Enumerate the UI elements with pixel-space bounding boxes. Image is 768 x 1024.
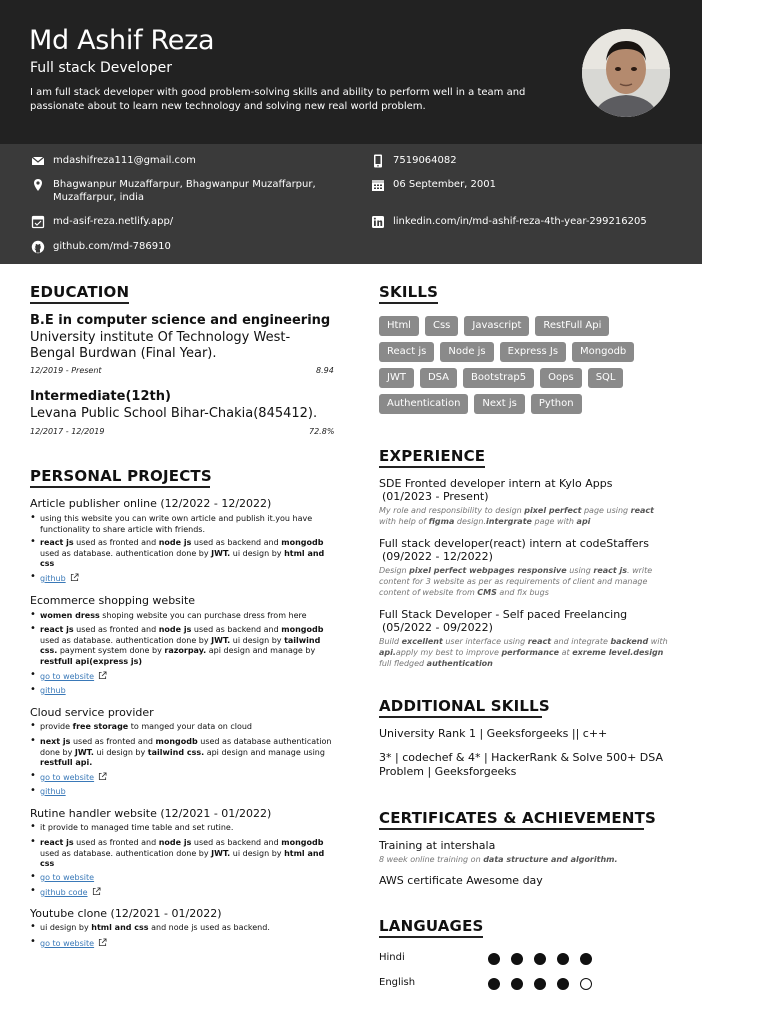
contact-phone[interactable]: 7519064082 — [371, 154, 457, 168]
skills-heading: SKILLS — [379, 283, 439, 301]
projects-underline — [30, 486, 210, 488]
website-link[interactable]: go to website — [40, 773, 95, 782]
additional-skills-underline — [379, 716, 542, 718]
experience-title: Full Stack Developer - Self paced Freelancing (05/2022 - 09/2022) — [379, 608, 628, 634]
skills-underline — [379, 302, 438, 304]
candidate-name: Md Ashif Reza — [29, 25, 215, 56]
education-score: 72.8% — [309, 427, 335, 436]
skill-chip: Bootstrap5 — [463, 368, 534, 388]
website-link[interactable]: go to website — [40, 939, 95, 948]
contact-dob: 06 September, 2001 — [371, 178, 496, 192]
project-link[interactable] — [30, 887, 340, 899]
website-link[interactable]: go to website — [40, 873, 95, 882]
project-bullet: • provide free storage to manged your data on cloud — [30, 722, 340, 733]
project-bullet: • react js used as fronted and node js used as backend and mongodb used as database. authentication done by JWT. ui design by html and css — [30, 538, 340, 570]
experience-underline — [379, 466, 485, 468]
education-dates: 12/2017 - 12/2019 — [30, 427, 105, 436]
project-link[interactable] — [30, 873, 340, 884]
skill-chip: Authentication — [379, 394, 468, 414]
certificates-heading: CERTIFICATES & ACHIEVEMENTS — [379, 809, 657, 827]
level-dot-filled — [557, 953, 569, 965]
external-link-icon — [98, 938, 107, 947]
project-link[interactable] — [30, 686, 340, 697]
project-title: Rutine handler website (12/2021 - 01/2022) — [30, 807, 272, 820]
skill-chip: React js — [379, 342, 434, 362]
website-icon — [31, 215, 45, 229]
project-title: Article publisher online (12/2022 - 12/2022) — [30, 497, 272, 510]
language-name: English — [379, 977, 416, 988]
project-bullet: • next js used as fronted and mongodb used as database authentication done by JWT. ui design by tailwind css. api design and manage using restfull api. — [30, 737, 340, 769]
project-link[interactable] — [30, 573, 340, 585]
profile-summary: I am full stack developer with good problem-solving skills and ability to perform well in a team and passionate about to learn new technology and solving new real world problem. — [30, 87, 526, 112]
certificates-underline — [379, 828, 644, 830]
education-degree: Intermediate(12th) — [30, 389, 171, 404]
project-link[interactable] — [30, 787, 340, 798]
project-title: Cloud service provider — [30, 706, 154, 719]
phone-icon — [371, 154, 385, 168]
github-code-link[interactable]: github code — [40, 888, 88, 897]
languages-underline — [379, 936, 483, 938]
contact-bar — [0, 144, 702, 264]
certificate-title: Training at intershala — [379, 839, 496, 852]
envelope-icon — [31, 154, 45, 168]
level-dot-filled — [488, 978, 500, 990]
github-icon — [31, 240, 45, 254]
location-pin-icon — [31, 178, 45, 192]
level-dot-filled — [534, 978, 546, 990]
language-level — [488, 978, 592, 990]
project-link[interactable] — [30, 671, 340, 683]
level-dot-empty — [580, 978, 592, 990]
skill-chip: Css — [425, 316, 458, 336]
project-link[interactable] — [30, 772, 340, 784]
project-link[interactable] — [30, 938, 340, 950]
skill-chip: Express Js — [500, 342, 566, 362]
skill-chip: DSA — [420, 368, 457, 388]
contact-address: Bhagwanpur Muzaffarpur, Bhagwanpur Muzaffarpur, Muzaffarpur, india — [31, 178, 331, 204]
linkedin-icon — [371, 215, 385, 229]
project-bullet: • react js used as fronted and node js used as backend and mongodb used as database. authentication done by JWT. ui design by tailwind css. payment system done by razorpay. api design and manage by restfull api(express js) — [30, 625, 340, 667]
resume-header — [0, 0, 702, 144]
education-institution: Levana Public School Bihar-Chakia(845412). — [30, 406, 318, 421]
language-level — [488, 953, 592, 965]
experience-description: My role and responsibility to design pixel perfect page using react with help of figma design.intergrate page with api — [379, 506, 654, 526]
project-bullet: • using this website you can write own article and publish it.you have functionality to share article with friends. — [30, 514, 340, 535]
project-bullet: • it provide to managed time table and set rutine. — [30, 823, 340, 834]
skill-chip: JWT — [379, 368, 414, 388]
certificate-title: AWS certificate Awesome day — [379, 874, 543, 887]
education-underline — [30, 302, 129, 304]
project-title: Youtube clone (12/2021 - 01/2022) — [30, 907, 222, 920]
projects-heading: PERSONAL PROJECTS — [30, 467, 212, 485]
level-dot-filled — [557, 978, 569, 990]
additional-skill: 3* | codechef & 4* | HackerRank & Solve 500+ DSA Problem | Geeksforgeeks — [379, 751, 663, 778]
external-link-icon — [92, 887, 101, 896]
website-link[interactable]: go to website — [40, 672, 95, 681]
github-link[interactable]: github — [40, 574, 66, 583]
skills-list — [379, 316, 649, 414]
education-dates: 12/2019 - Present — [30, 366, 102, 375]
education-score: 8.94 — [316, 366, 334, 375]
project-title: Ecommerce shopping website — [30, 594, 196, 607]
contact-linkedin[interactable]: linkedin.com/in/md-ashif-reza-4th-year-299216205 — [371, 215, 647, 229]
language-name: Hindi — [379, 952, 405, 963]
contact-email[interactable]: mdashifreza111@gmail.com — [31, 154, 196, 168]
external-link-icon — [98, 671, 107, 680]
skill-chip: Oops — [540, 368, 582, 388]
github-link[interactable]: github — [40, 787, 66, 796]
profile-photo — [582, 29, 670, 117]
experience-title: Full stack developer(react) intern at codeStaffers (09/2022 - 12/2022) — [379, 537, 649, 563]
project-bullet: • ui design by html and css and node js used as backend. — [30, 923, 340, 934]
languages-heading: LANGUAGES — [379, 917, 484, 935]
certificate-description: 8 week online training on data structure and algorithm. — [379, 855, 618, 864]
experience-description: Build excellent user interface using react and integrate backend with api.apply my best to improve performance at exreme level.design full fledged authentication — [379, 637, 668, 668]
level-dot-filled — [488, 953, 500, 965]
skill-chip: Html — [379, 316, 419, 336]
contact-github[interactable]: github.com/md-786910 — [31, 240, 171, 254]
additional-skill: University Rank 1 | Geeksforgeeks || c++ — [379, 727, 608, 740]
education-degree: B.E in computer science and engineering — [30, 313, 331, 328]
external-link-icon — [70, 573, 79, 582]
contact-website[interactable]: md-asif-reza.netlify.app/ — [31, 215, 173, 229]
github-link[interactable]: github — [40, 686, 66, 695]
additional-skills-heading: ADDITIONAL SKILLS — [379, 697, 550, 715]
skill-chip: Javascript — [464, 316, 529, 336]
level-dot-filled — [580, 953, 592, 965]
experience-heading: EXPERIENCE — [379, 447, 486, 465]
project-bullet: • react js used as fronted and node js used as backend and mongodb used as database. authentication done by JWT. ui design by html and css — [30, 838, 340, 870]
calendar-icon — [371, 178, 385, 192]
project-bullet: • women dress shoping website you can purchase dress from here — [30, 611, 340, 622]
experience-title: SDE Fronted developer intern at Kylo Apps (01/2023 - Present) — [379, 477, 613, 503]
level-dot-filled — [534, 953, 546, 965]
skill-chip: RestFull Api — [535, 316, 609, 336]
candidate-role: Full stack Developer — [30, 60, 173, 76]
level-dot-filled — [511, 953, 523, 965]
education-institution: University institute Of Technology West-Bengal Burdwan (Final Year). — [30, 330, 291, 361]
external-link-icon — [98, 772, 107, 781]
experience-description: Design pixel perfect webpages responsive using react js. write content for 3 website as per as requirements of client and manage content of website from CMS and fix bugs — [379, 566, 653, 597]
skill-chip: Mongodb — [572, 342, 634, 362]
skill-chip: Node js — [440, 342, 493, 362]
skill-chip: Next js — [474, 394, 524, 414]
skill-chip: Python — [531, 394, 582, 414]
skill-chip: SQL — [588, 368, 624, 388]
level-dot-filled — [511, 978, 523, 990]
education-heading: EDUCATION — [30, 283, 130, 301]
